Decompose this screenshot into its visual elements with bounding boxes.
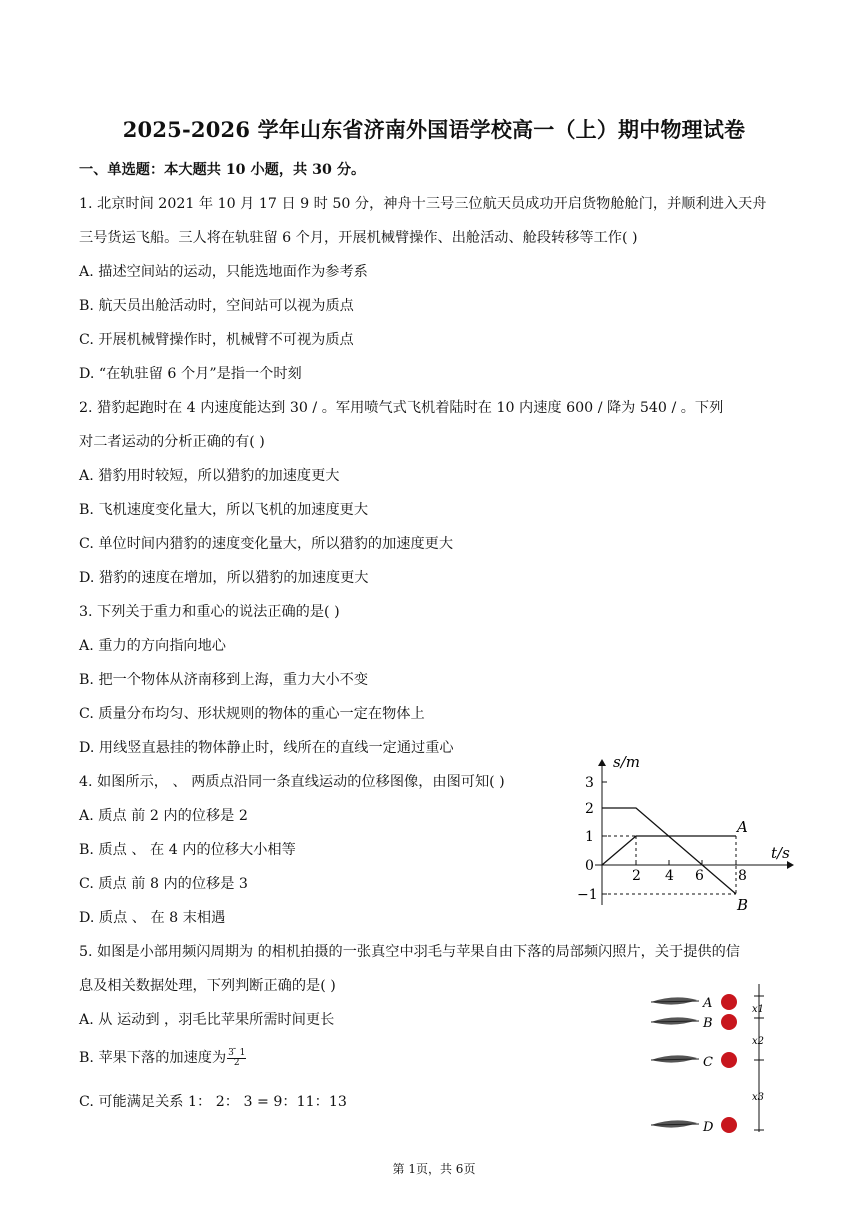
question-5-option-a: A. 从 运动到 ，羽毛比苹果所需时间更长 bbox=[79, 1012, 335, 1028]
feather-b-icon bbox=[651, 1017, 699, 1024]
y-tick-minus-1: −1 bbox=[577, 887, 598, 903]
question-4-line-1: 4. 如图所示， 、 两质点沿同一条直线运动的位移图像，由图可知( ) bbox=[79, 774, 505, 790]
question-2-line-1: 2. 猎豹起跑时在 4 内速度能达到 30 / 。军用喷气式飞机着陆时在 10 内速度 600 / 降为 540 / 。下列 bbox=[79, 400, 724, 416]
displacement-time-graph bbox=[575, 750, 800, 915]
y-tick-2: 2 bbox=[585, 801, 594, 817]
question-4-option-a: A. 质点 前 2 内的位移是 2 bbox=[79, 808, 248, 824]
feather-c-icon bbox=[651, 1055, 699, 1062]
question-4-option-b: B. 质点 、 在 4 内的位移大小相等 bbox=[79, 842, 296, 858]
option-b-text: B. 苹果下落的加速度为 bbox=[79, 1050, 227, 1066]
label-x1: x1 bbox=[752, 1004, 765, 1015]
label-c: C bbox=[703, 1055, 713, 1070]
question-1-option-c: C. 开展机械臂操作时，机械臂不可视为质点 bbox=[79, 332, 354, 348]
question-2-line-2: 对二者运动的分析正确的有( ) bbox=[79, 434, 265, 450]
question-5-option-c: C. 可能满足关系 1： 2： 3 = 9：11：13 bbox=[79, 1094, 347, 1110]
label-b: B bbox=[737, 896, 749, 914]
question-3-option-c: C. 质量分布均匀、形状规则的物体的重心一定在物体上 bbox=[79, 706, 425, 722]
label-d: D bbox=[703, 1120, 714, 1135]
question-3-option-d: D. 用线竖直悬挂的物体静止时，线所在的直线一定通过重心 bbox=[79, 740, 454, 756]
freefall-strobe-figure bbox=[645, 980, 775, 1140]
y-tick-1: 1 bbox=[585, 829, 594, 845]
x-tick-8: 8 bbox=[738, 868, 747, 884]
question-1-line-2: 三号货运飞船。三人将在轨驻留 6 个月，开展机械臂操作、出舱活动、舱段转移等工作( ) bbox=[79, 230, 638, 246]
question-5-line-2: 息及相关数据处理，下列判断正确的是( ) bbox=[79, 978, 336, 994]
section-heading: 一、单选题：本大题共 10 小题，共 30 分。 bbox=[79, 162, 366, 178]
y-tick-3: 3 bbox=[585, 775, 594, 791]
question-2-option-c: C. 单位时间内猎豹的速度变化量大，所以猎豹的加速度更大 bbox=[79, 536, 454, 552]
question-3-option-a: A. 重力的方向指向地心 bbox=[79, 638, 226, 654]
label-a: A bbox=[703, 996, 713, 1011]
question-1-option-d: D. “在轨驻留 6 个月”是指一个时刻 bbox=[79, 366, 302, 382]
apple-a-icon bbox=[721, 994, 737, 1010]
question-2-option-d: D. 猎豹的速度在增加，所以猎豹的加速度更大 bbox=[79, 570, 369, 586]
x-tick-6: 6 bbox=[695, 868, 704, 884]
question-5-option-b bbox=[79, 1048, 246, 1068]
acceleration-fraction: $\frac{3 ̄ 1}{2}$ bbox=[228, 1047, 246, 1068]
question-3-line-1: 3. 下列关于重力和重心的说法正确的是( ) bbox=[79, 604, 340, 620]
x-axis-label: t/s bbox=[771, 844, 790, 862]
x-tick-2: 2 bbox=[632, 868, 641, 884]
label-b: B bbox=[703, 1016, 713, 1031]
feather-d-icon bbox=[651, 1120, 699, 1127]
apple-c-icon bbox=[721, 1052, 737, 1068]
label-x3: x3 bbox=[752, 1092, 765, 1103]
question-3-option-b: B. 把一个物体从济南移到上海，重力大小不变 bbox=[79, 672, 369, 688]
apple-b-icon bbox=[721, 1014, 737, 1030]
y-axis-label: s/m bbox=[613, 753, 640, 771]
feather-a-icon bbox=[651, 997, 699, 1004]
label-x2: x2 bbox=[752, 1036, 765, 1047]
apple-d-icon bbox=[721, 1117, 737, 1133]
label-a: A bbox=[737, 818, 748, 836]
question-1-option-b: B. 航天员出舱活动时，空间站可以视为质点 bbox=[79, 298, 354, 314]
question-2-option-b: B. 飞机速度变化量大，所以飞机的加速度更大 bbox=[79, 502, 369, 518]
question-1-option-a: A. 描述空间站的运动，只能选地面作为参考系 bbox=[79, 264, 368, 280]
page-title: 2025-2026 学年山东省济南外国语学校高一（上）期中物理试卷 bbox=[122, 117, 746, 142]
y-tick-0: 0 bbox=[585, 858, 594, 874]
question-4-option-c: C. 质点 前 8 内的位移是 3 bbox=[79, 876, 248, 892]
question-2-option-a: A. 猎豹用时较短，所以猎豹的加速度更大 bbox=[79, 468, 340, 484]
question-4-option-d: D. 质点 、 在 8 末相遇 bbox=[79, 910, 226, 926]
question-1-line-1: 1. 北京时间 2021 年 10 月 17 日 9 时 50 分，神舟十三号三位航天员成功开启货物舱舱门，并顺利进入天舟 bbox=[79, 196, 767, 212]
x-tick-4: 4 bbox=[665, 868, 674, 884]
page-footer: 第 1页，共 6页 bbox=[392, 1162, 476, 1176]
question-5-line-1: 5. 如图是小部用频闪周期为 的相机拍摄的一张真空中羽毛与苹果自由下落的局部频闪照片，关于提供的信 bbox=[79, 944, 740, 960]
